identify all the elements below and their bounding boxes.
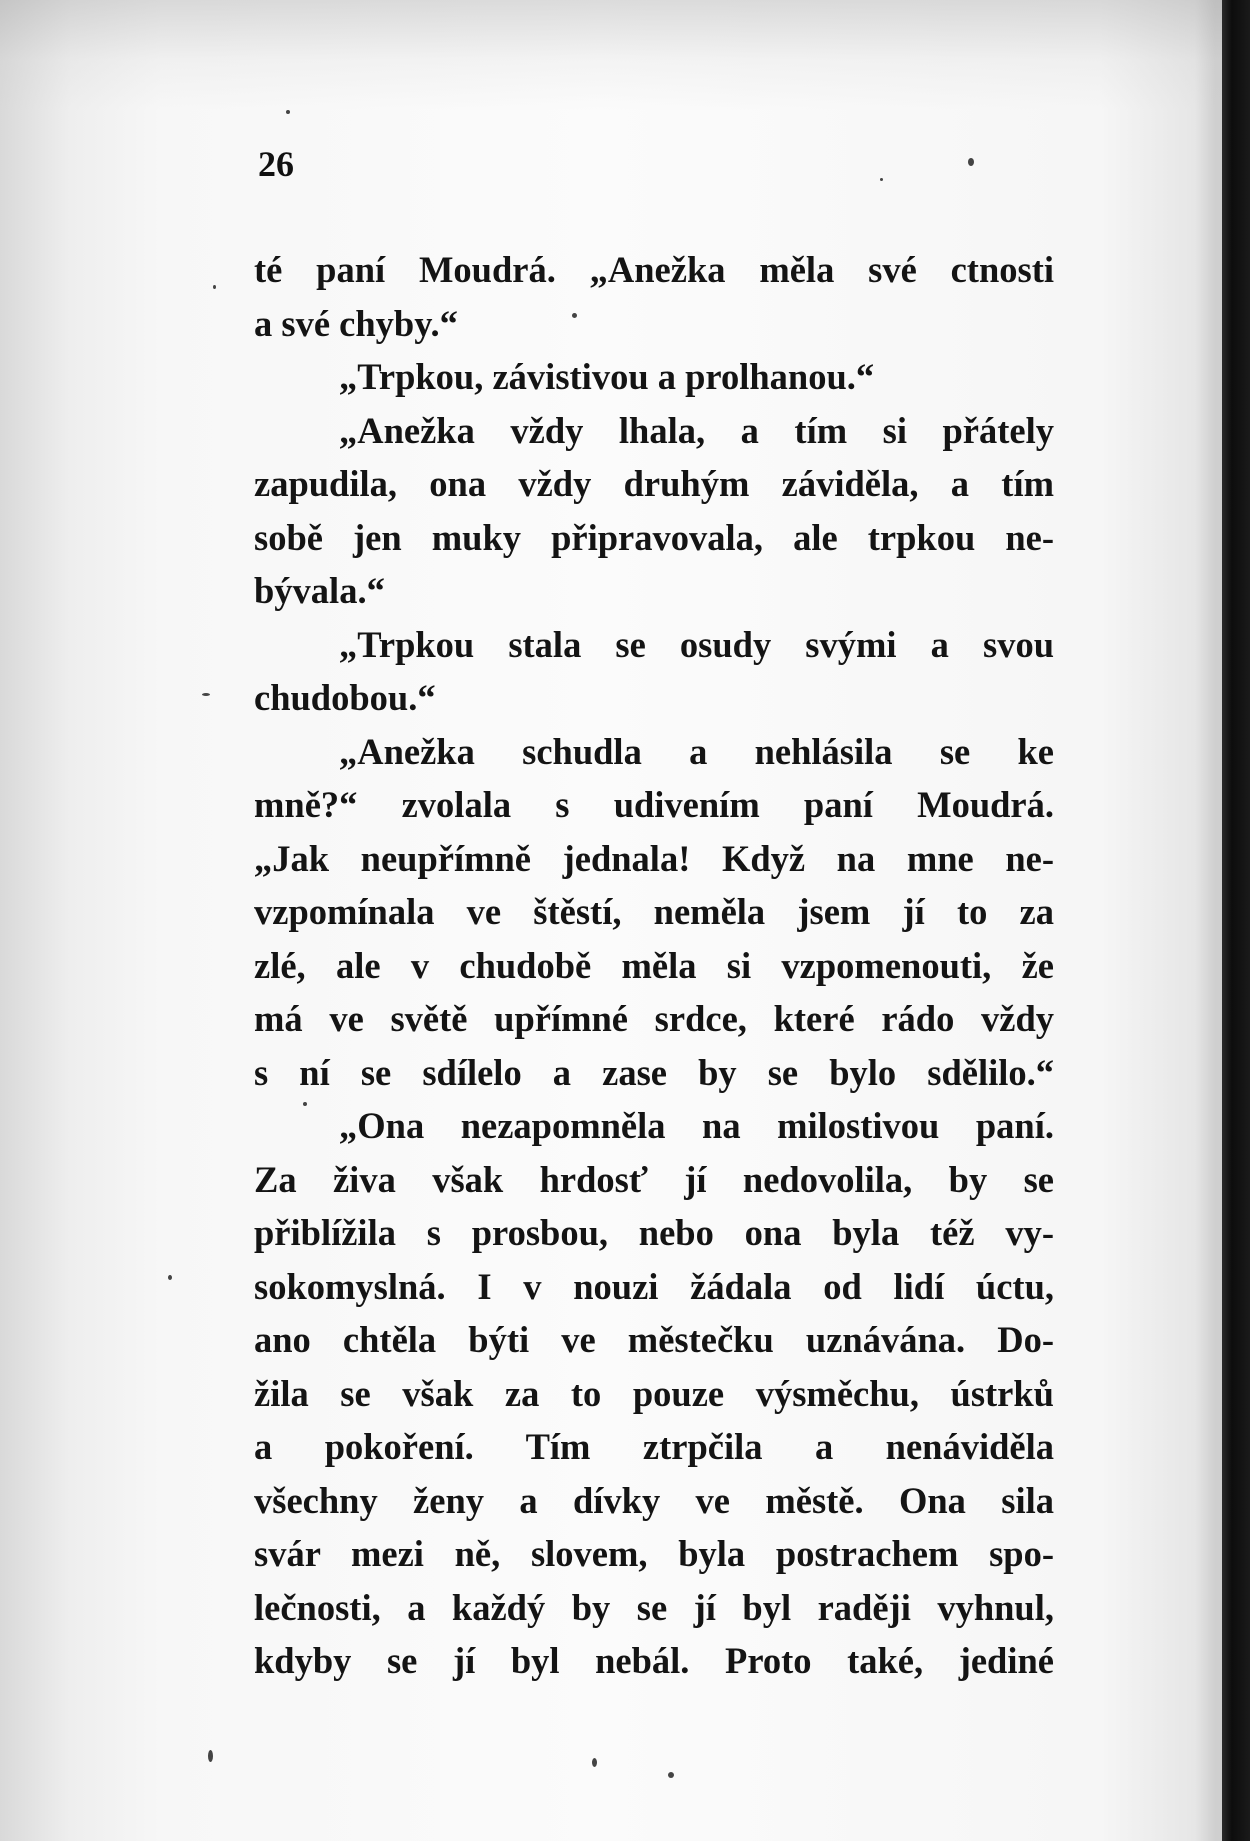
paper-speck <box>202 693 210 696</box>
text-line: ano chtěla býti ve městečku uznávána. Do- <box>254 1319 1054 1360</box>
text-line: chudobou.“ <box>254 677 436 718</box>
paragraph <box>254 618 1054 725</box>
text-line: má ve světě upřímné srdce, které rádo vždy <box>254 998 1054 1039</box>
text-line: žila se však za to pouze výsměchu, ústrků <box>254 1372 1054 1414</box>
text-line: a své chyby.“ <box>254 302 458 344</box>
text-line: přiblížila s prosbou, nebo ona byla též vy- <box>254 1212 1054 1253</box>
text-line: a pokoření. Tím ztrpčila a nenáviděla <box>254 1426 1054 1467</box>
paragraph <box>254 725 1054 1100</box>
paper-speck <box>208 1750 213 1762</box>
text-line: svár mezi ně, slovem, byla postrachem spo- <box>254 1533 1054 1574</box>
text-line: sobě jen muky připravovala, ale trpkou ne- <box>254 516 1054 558</box>
text-line: všechny ženy a dívky ve městě. Ona sila <box>254 1479 1054 1521</box>
text-line: s ní se sdílelo a zase by se bylo sdělilo.“ <box>254 1051 1054 1093</box>
paper-speck <box>968 158 974 166</box>
text-line: „Trpkou, závistivou a prolhanou.“ <box>339 356 875 397</box>
paper-speck <box>168 1275 172 1280</box>
text-line: zapudila, ona vždy druhým záviděla, a tím <box>254 463 1054 504</box>
text-line: „Anežka vždy lhala, a tím si přátely <box>339 409 1054 451</box>
text-line: bývala.“ <box>254 570 385 611</box>
text-line: té paní Moudrá. „Anežka měla své ctnosti <box>254 249 1054 290</box>
paragraph <box>254 350 1054 404</box>
text-line: „Jak neupřímně jednala! Když na mne ne- <box>254 837 1054 879</box>
text-line: vzpomínala ve štěstí, neměla jsem jí to za <box>254 891 1054 932</box>
paragraph <box>254 404 1054 618</box>
paper-speck <box>880 178 883 181</box>
paper-speck <box>213 285 216 289</box>
text-line: lečnosti, a každý by se jí byl raději vyhnul, <box>254 1586 1054 1628</box>
text-line: Za živa však hrdosť jí nedovolila, by se <box>254 1158 1054 1200</box>
text-line: „Anežka schudla a nehlásila se ke <box>339 730 1054 772</box>
paper-speck <box>668 1772 674 1778</box>
text-line: „Trpkou stala se osudy svými a svou <box>339 623 1054 665</box>
text-line: „Ona nezapomněla na milostivou paní. <box>339 1105 1054 1146</box>
paper-speck <box>286 110 290 114</box>
page-shadow <box>0 0 1222 110</box>
paper-speck <box>592 1758 597 1767</box>
text-line: sokomyslná. I v nouzi žádala od lidí úctu, <box>254 1265 1054 1307</box>
text-line: kdyby se jí byl nebál. Proto také, jediné <box>254 1640 1054 1681</box>
paragraph <box>254 1099 1054 1688</box>
paragraph <box>254 243 1054 350</box>
book-edge-shadow <box>1222 0 1250 1841</box>
text-line: mně?“ zvolala s udivením paní Moudrá. <box>254 784 1054 825</box>
page-number: 26 <box>258 144 294 184</box>
text-line: zlé, ale v chudobě měla si vzpomenouti, že <box>254 944 1054 986</box>
page-text <box>254 243 1054 1688</box>
